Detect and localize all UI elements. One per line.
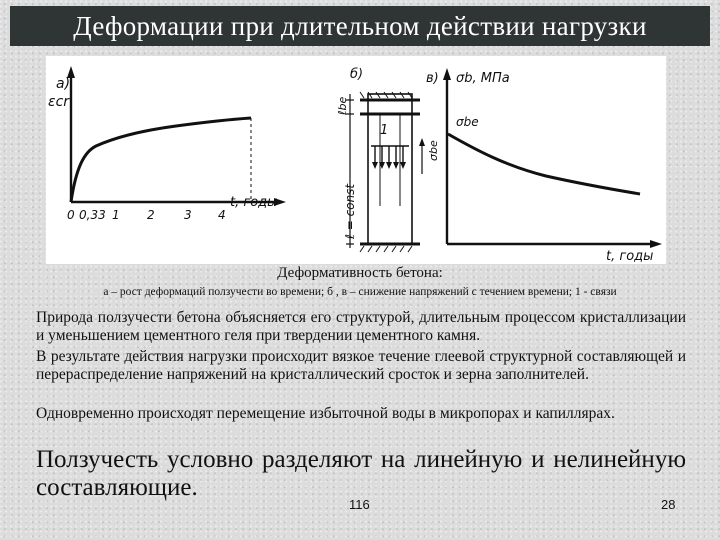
figure-drawing [46, 56, 666, 264]
panel-b-frame [368, 94, 412, 244]
paragraph-creep-nature: Природа ползучести бетона объясняется его структурой, длительным процессом кристаллизации и уменьшением цементного геля при твердении цементного камня. [36, 309, 686, 344]
panel-b-load-arrowheads [372, 162, 406, 169]
panel-b-side-label: σbe [427, 140, 440, 161]
panel-c-label: в) [426, 71, 439, 86]
panel-a-tick-4: 4 [218, 208, 226, 222]
panel-b-stress-arrow-head [419, 138, 425, 146]
panel-c-x-label: t, годы [606, 249, 654, 264]
figure-caption-text: а – рост деформаций ползучести во времени; б , в – снижение напряжений с течением времени; 1 - связи [103, 286, 617, 298]
panel-c-start-label: σbe [456, 115, 479, 129]
panel-b [336, 67, 440, 252]
paragraph-water-migration: Одновременно происходят перемещение избыточной воды в микропорах и капиллярах. [36, 405, 615, 422]
panel-b-mid-label: 1 [380, 123, 389, 138]
panel-a [48, 66, 286, 222]
panel-a-y-label: εcr [48, 94, 70, 110]
panel-c-relaxation-curve [448, 134, 640, 194]
panel-a-tick-3: 3 [184, 208, 192, 222]
panel-b-top-label: ℓbe [336, 96, 349, 115]
slide-title: Деформации при длительном действии нагрузки [10, 6, 710, 46]
panel-c-x-arrow [650, 240, 662, 248]
panel-c [426, 68, 662, 264]
paragraph-viscous-flow: В результате действия нагрузки происходит вязкое течение глеевой структурной составляющей и перераспределение напряжений на кристаллический сросток и зерна заполнителей. [36, 348, 686, 383]
panel-b-base-hatch [360, 246, 412, 252]
slide-number: 28 [661, 497, 676, 512]
panel-a-x-label: t, годы [230, 195, 278, 210]
panel-b-label: б) [350, 67, 364, 82]
panel-a-tick-1: 1 [112, 208, 120, 222]
panel-c-y-label: σb, МПа [456, 71, 510, 86]
creep-classification-text: Ползучесть условно разделяют на линейную и нелинейную составляющие. [36, 446, 686, 501]
panel-b-left-label: ℓ = const [343, 183, 357, 239]
panel-a-creep-curve [71, 118, 251, 202]
panel-a-tick-033: 0,33 [79, 208, 106, 222]
page-number: 116 [349, 497, 370, 512]
panel-a-tick-2: 2 [147, 208, 155, 222]
figure-concrete-deformation [46, 56, 666, 264]
panel-a-label: а) [56, 76, 71, 92]
figure-caption-title: Деформативность бетона: [277, 265, 443, 281]
panel-a-tick-0: 0 [67, 208, 75, 222]
panel-b-load-arrows [371, 146, 409, 164]
panel-c-y-arrow [443, 68, 451, 80]
